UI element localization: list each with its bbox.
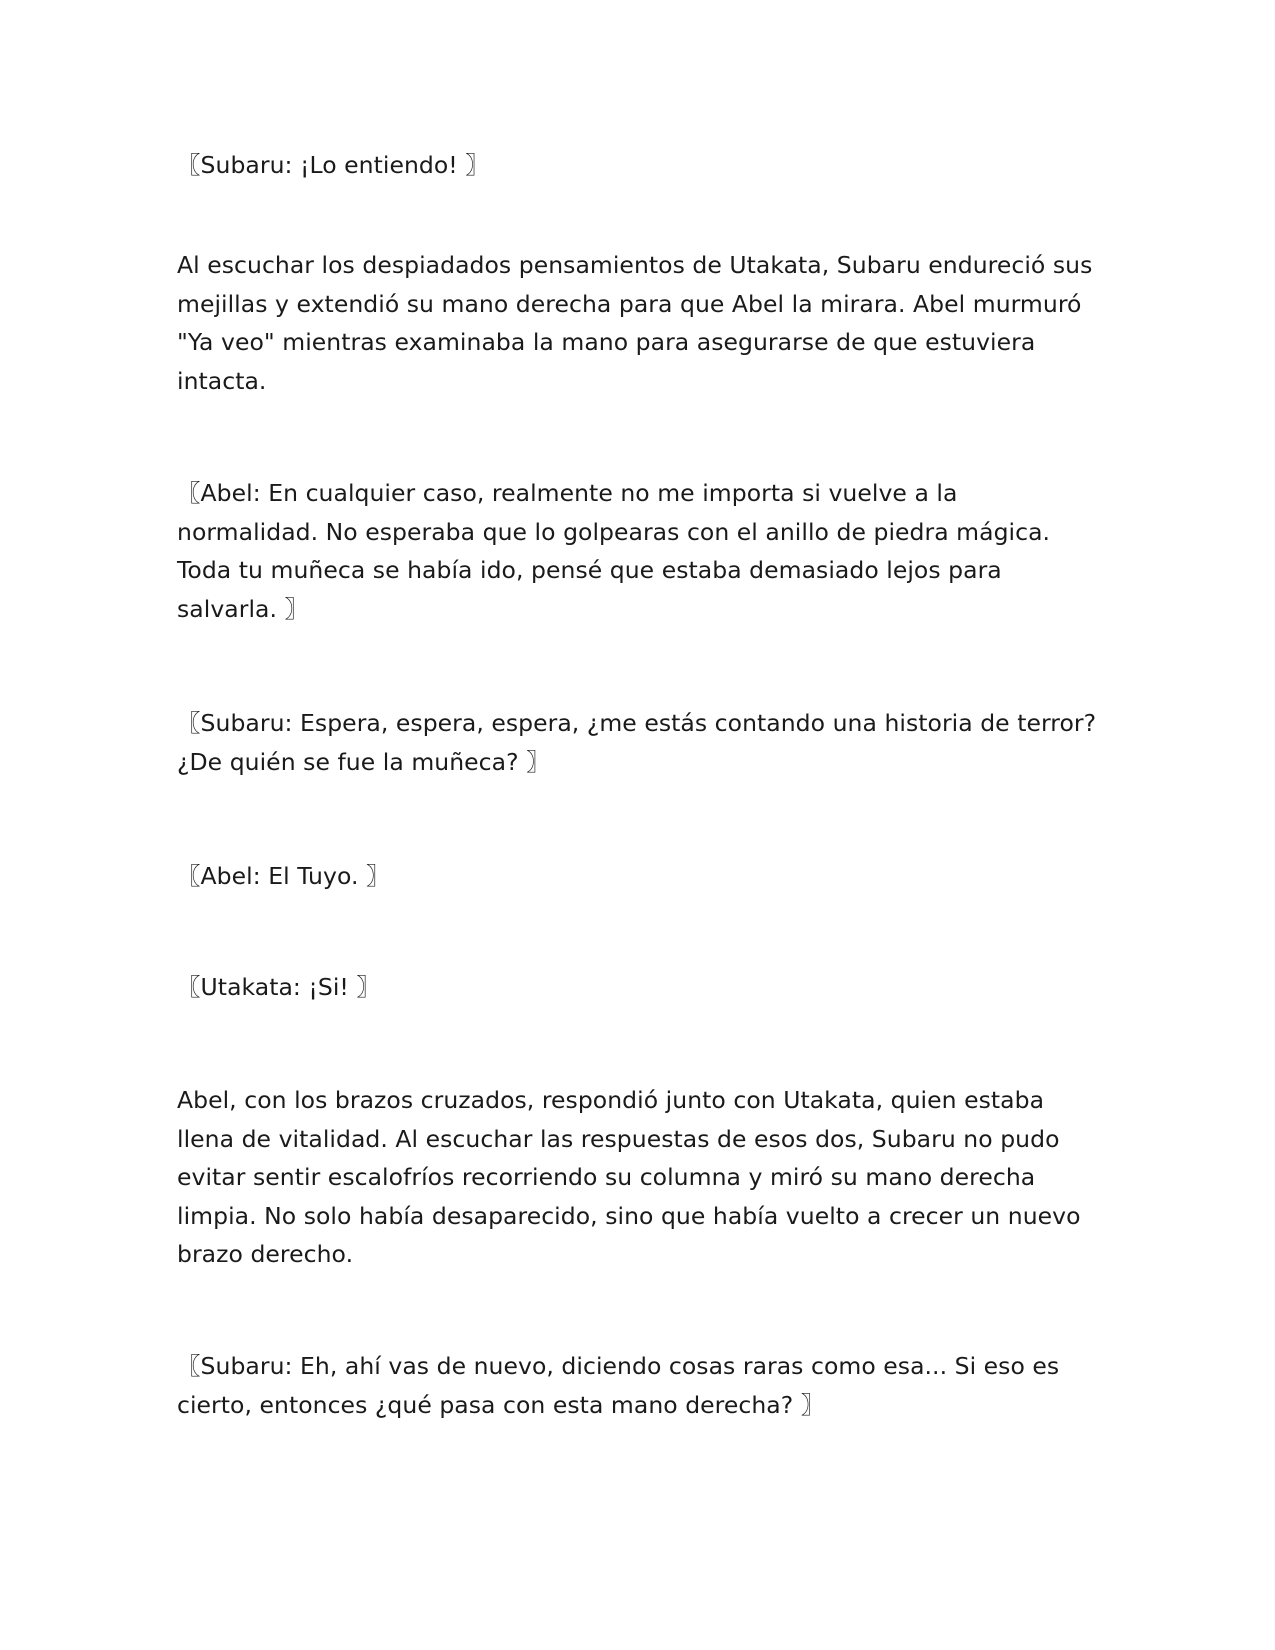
text-line: Abel, con los brazos cruzados, respondió junto con Utakata, quien estaba (177, 1086, 1045, 1114)
text-line: intacta. (177, 366, 267, 395)
narration-paragraph-1 (177, 246, 1117, 400)
text-line: salvarla. 〗 (177, 594, 309, 623)
text-line: ¿De quién se fue la muñeca? 〗 (177, 747, 550, 776)
narration-paragraph-2 (177, 1081, 1117, 1274)
text-line: 〖Abel: El Tuyo. 〗 (177, 862, 390, 890)
dialogue-abel-1 (177, 474, 1117, 628)
dialogue-subaru-2 (177, 704, 1117, 781)
text-line: mejillas y extendió su mano derecha para que Abel la mirara. Abel murmuró (177, 289, 1082, 318)
text-line: 〖Subaru: Eh, ahí vas de nuevo, diciendo cosas raras como esa... Si eso es (177, 1352, 1060, 1380)
text-line: 〖Abel: En cualquier caso, realmente no me importa si vuelve a la (177, 479, 958, 507)
text-line: Al escuchar los despiadados pensamientos de Utakata, Subaru endureció sus (177, 251, 1093, 279)
text-line: cierto, entonces ¿qué pasa con esta mano derecha? 〗 (177, 1390, 825, 1419)
text-line: 〖Subaru: Espera, espera, espera, ¿me estás contando una historia de terror? (177, 709, 1097, 737)
text-line: brazo derecho. (177, 1240, 354, 1269)
dialogue-abel-2 (177, 857, 1117, 896)
dialogue-utakata-1 (177, 968, 1117, 1007)
text-line: evitar sentir escalofríos recorriendo su columna y miró su mano derecha (177, 1163, 1036, 1192)
text-line: Toda tu muñeca se había ido, pensé que estaba demasiado lejos para (177, 556, 1002, 585)
text-line: 〖Utakata: ¡Si! 〗 (177, 973, 380, 1001)
text-line: normalidad. No esperaba que lo golpearas con el anillo de piedra mágica. (177, 517, 1051, 546)
dialogue-subaru-1 (177, 146, 1117, 185)
text-line: limpia. No solo había desaparecido, sino que había vuelto a crecer un nuevo (177, 1201, 1081, 1230)
text-line: 〖Subaru: ¡Lo entiendo! 〗 (177, 151, 489, 179)
text-line: llena de vitalidad. Al escuchar las respuestas de esos dos, Subaru no pudo (177, 1124, 1060, 1153)
text-line: "Ya veo" mientras examinaba la mano para asegurarse de que estuviera (177, 328, 1036, 357)
dialogue-subaru-3 (177, 1347, 1117, 1424)
